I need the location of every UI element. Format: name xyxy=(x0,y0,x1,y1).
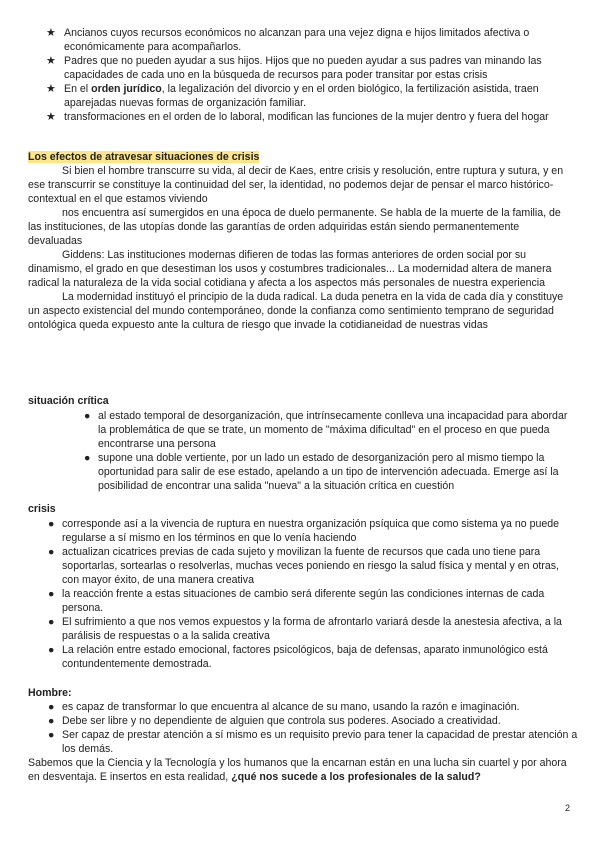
list-item: ● La relación entre estado emocional, factores psicológicos, baja de defensas, aparato inmunológico está contundentemente demostrada. xyxy=(48,644,548,670)
hombre-section xyxy=(28,686,578,784)
bullet-icon: ● xyxy=(48,644,55,656)
crisis-section xyxy=(28,502,574,671)
bullet-icon: ● xyxy=(48,729,55,741)
paragraph: La modernidad instituyó el principio de la duda radical. La duda penetra en la vida de cada día y constituye un aspecto existencial del mundo contemporáneo, donde la confianza como sentimiento temprano de seguridad ontológica queda expuesto ante la cultura de riesgo que invade la cotidianeidad de nuestras vidas xyxy=(28,291,564,331)
closing-paragraph: Sabemos que la Ciencia y la Tecnología y los humanos que la encarnan están en una lucha sin cuartel y por ahora en desventaja. E insertos en esta realidad, ¿qué nos sucede a los profesionales de la salud? xyxy=(28,757,567,783)
bullet-list xyxy=(48,517,578,671)
list-item: ★ Ancianos cuyos recursos económicos no alcanzan para una vejez digna e hijos limitados afectiva o económicamente para acompañarlos. xyxy=(46,27,530,53)
paragraph: Si bien el hombre transcurre su vida, al decir de Kaes, entre crisis y resolución, entre ruptura y sutura, y en ese transcurrir se constituye la continuidad del ser, la identidad, no podemos dejar de pensar el marco histórico-contextual en el que estamos viviendo xyxy=(28,165,564,205)
closing-question: ¿qué nos sucede a los profesionales de la salud? xyxy=(231,771,481,783)
list-item: ● actualizan cicatrices previas de cada sujeto y movilizan la fuente de recursos que cada uno tiene para soportarlas, sortearlas o resolverlas, muchas veces poniendo en riesgo la salud física y mental y en otras, con mayor éxito, de una manera creativa xyxy=(48,546,559,586)
paragraph: Giddens: Las instituciones modernas difieren de todas las formas anteriores de orden social por su dinamismo, el grado en que desestiman los usos y costumbres tradicionales... La modernidad altera de manera radical la naturaleza de la vida social cotidiana y afecta a los aspectos más personales de nuestra experiencia xyxy=(28,249,552,289)
star-icon: ★ xyxy=(46,27,56,39)
bullet-list xyxy=(84,409,574,493)
list-item: ● Ser capaz de prestar atención a sí mismo es un requisito previo para tener la capacidad de prestar atención a los demás. xyxy=(48,729,578,755)
bullet-list xyxy=(48,700,578,756)
situacion-critica-section xyxy=(28,394,574,493)
list-item: ★ En el orden jurídico, la legalización del divorcio y en el orden biológico, la fertilización asistida, traen aparejadas nuevas formas de organización familiar. xyxy=(46,83,539,109)
bold-term: orden jurídico xyxy=(91,83,162,95)
list-item: ● es capaz de transformar lo que encuentra al alcance de su mano, usando la razón e imaginación. xyxy=(48,701,520,713)
bullet-icon: ● xyxy=(48,518,55,530)
bullet-icon: ● xyxy=(84,452,91,464)
paragraph: nos encuentra así sumergidos en una época de duelo permanente. Se habla de la muerte de la familia, de las instituciones, de las utopías donde las garantías de orden adquiridas están siendo permanentemente devaluadas xyxy=(28,207,561,247)
list-item: ★ transformaciones en el orden de lo laboral, modifican las funciones de la mujer dentro y fuera del hogar xyxy=(46,111,549,123)
crisis-effects-section xyxy=(28,150,574,332)
bullet-icon: ● xyxy=(48,546,55,558)
star-icon: ★ xyxy=(46,55,56,67)
subheading: crisis xyxy=(28,503,56,515)
star-icon: ★ xyxy=(46,111,56,123)
list-item: ● la reacción frente a estas situaciones de cambio será diferente según las condiciones internas de cada persona. xyxy=(48,588,545,614)
bullet-icon: ● xyxy=(48,701,55,713)
subheading: Hombre: xyxy=(28,687,72,699)
list-item: ★ Padres que no pueden ayudar a sus hijos. Hijos que no pueden ayudar a sus padres van minando las capacidades de cada uno en la búsqueda de recursos para poder transitar por estas crisis xyxy=(46,55,542,81)
list-item: ● Debe ser libre y no dependiente de alguien que controla sus poderes. Asociado a creatividad. xyxy=(48,715,501,727)
list-item: ● supone una doble vertiente, por un lado un estado de desorganización pero al mismo tiempo la oportunidad para salir de ese estado, apelando a un tipo de intervención adecuada. Emerge así la posibilidad de encontrar una salida "nueva" a la situación crítica en cuestión xyxy=(84,452,559,492)
bullet-icon: ● xyxy=(48,715,55,727)
bullet-icon: ● xyxy=(48,588,55,600)
list-item: ● al estado temporal de desorganización, que intrínsecamente conlleva una incapacidad para abordar la problemática de que se trate, un momento de "máxima dificultad" en el proceso en que pueda encontrarse una persona xyxy=(84,410,568,450)
star-icon: ★ xyxy=(46,83,56,95)
list-item: ● El sufrimiento a que nos vemos expuestos y la forma de afrontarlo variará desde la anestesia afectiva, a la parálisis de respuestas o a la salida creativa xyxy=(48,616,562,642)
section-heading: Los efectos de atravesar situaciones de crisis xyxy=(28,151,260,163)
star-bullet-list xyxy=(46,26,576,124)
page-number: 2 xyxy=(564,803,570,813)
subheading: situación crítica xyxy=(28,395,109,407)
bullet-icon: ● xyxy=(84,410,91,422)
bullet-icon: ● xyxy=(48,616,55,628)
list-item: ● corresponde así a la vivencia de ruptura en nuestra organización psíquica que como sistema ya no puede regularse a sí mismo en los términos en que lo venía haciendo xyxy=(48,518,560,544)
